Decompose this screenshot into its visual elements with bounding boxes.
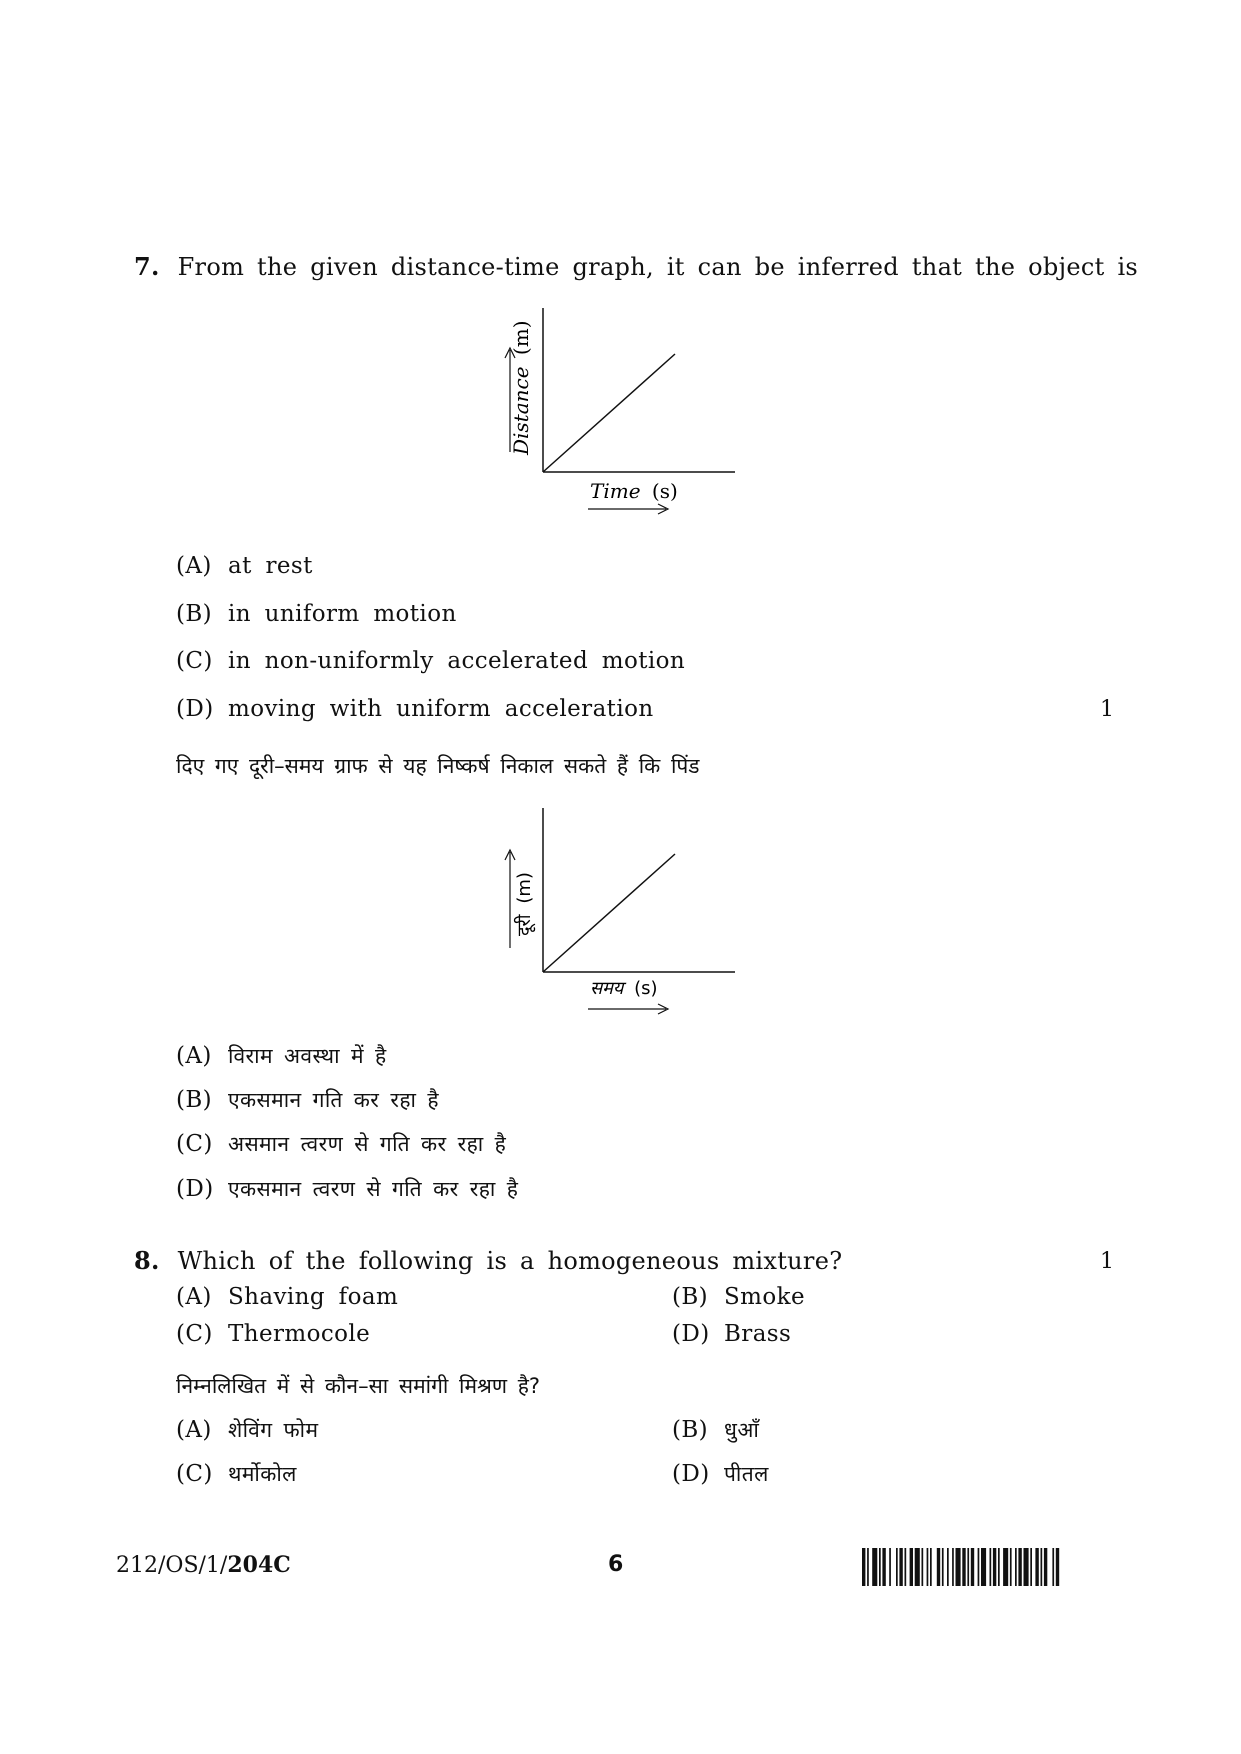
q7-option-b-hindi: (B) एकसमान गति कर रहा है <box>176 1087 439 1113</box>
q7-option-c: (C) in non-uniformly accelerated motion <box>176 648 686 674</box>
page-number: 6 <box>608 1552 624 1577</box>
barcode <box>862 1548 1124 1586</box>
question-8 <box>134 1246 842 1275</box>
y-axis-label: दूरी (m) <box>514 872 535 936</box>
data-line <box>543 854 675 972</box>
q8-option-d: (D) Brass <box>672 1321 792 1347</box>
question-number: 8. <box>134 1246 160 1275</box>
question-text: Which of the following is a homogeneous mixture? <box>177 1247 843 1275</box>
q8-option-a-hindi: (A) शेविंग फोम <box>176 1417 319 1443</box>
question-text: From the given distance-time graph, it can be inferred that the object is <box>177 253 1139 281</box>
y-axis-label: Distance (m) <box>509 320 533 455</box>
q8-option-c-hindi: (C) थर्मोकोल <box>176 1461 297 1487</box>
q8-option-b: (B) Smoke <box>672 1284 805 1310</box>
distance-time-graph <box>500 300 750 520</box>
q7-option-c-hindi: (C) असमान त्वरण से गति कर रहा है <box>176 1131 507 1157</box>
q7-option-b: (B) in uniform motion <box>176 601 457 627</box>
question-7 <box>134 252 1138 281</box>
question-8-hindi: निम्नलिखित में से कौन–सा समांगी मिश्रण है? <box>176 1374 541 1398</box>
q7-option-a-hindi: (A) विराम अवस्था में है <box>176 1043 387 1069</box>
q8-marks: 1 <box>1100 1249 1114 1274</box>
paper-code: 212/OS/1/204C <box>116 1552 291 1578</box>
q8-option-c: (C) Thermocole <box>176 1321 371 1347</box>
question-number: 7. <box>134 252 160 281</box>
q7-option-a: (A) at rest <box>176 553 313 579</box>
question-7-hindi: दिए गए दूरी–समय ग्राफ से यह निष्कर्ष निकाल सकते हैं कि पिंड <box>176 754 700 778</box>
q7-option-d: (D) moving with uniform acceleration <box>176 696 654 722</box>
q7-marks: 1 <box>1100 697 1114 722</box>
data-line <box>543 354 675 472</box>
q8-option-b-hindi: (B) धुआँ <box>672 1417 760 1443</box>
q8-option-a: (A) Shaving foam <box>176 1284 399 1310</box>
x-axis-label: Time (s) <box>590 479 678 503</box>
q7-option-d-hindi: (D) एकसमान त्वरण से गति कर रहा है <box>176 1176 519 1202</box>
q8-option-d-hindi: (D) पीतल <box>672 1461 769 1487</box>
distance-time-graph-hindi <box>500 800 750 1020</box>
x-axis-label: समय (s) <box>590 978 658 999</box>
